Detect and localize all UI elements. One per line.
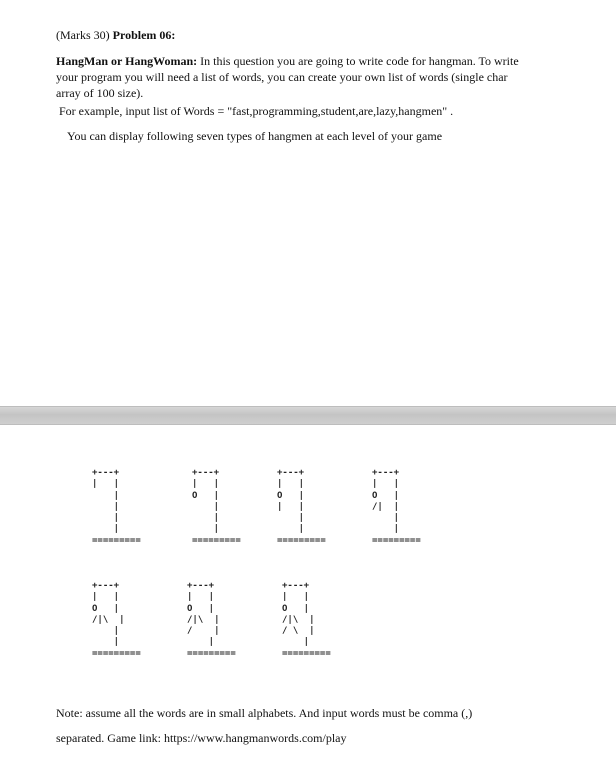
marks-label: (Marks 30) <box>56 28 110 42</box>
example-line: For example, input list of Words = "fast,programming,student,are,lazy,hangmen" . <box>59 104 454 118</box>
paragraph-line-1-rest: In this question you are going to write code for hangman. To write <box>197 54 519 68</box>
page-separator <box>0 406 616 425</box>
paragraph-line-1 <box>56 53 519 69</box>
note-line-2: separated. Game link: https://www.hangmanwords.com/play <box>56 731 347 745</box>
hangman-bold-lead: HangMan or HangWoman: <box>56 54 198 68</box>
paragraph-line-3: array of 100 size). <box>56 86 144 100</box>
paragraph-line-2: your program you will need a list of words, you can create your own list of words (single char <box>56 70 508 84</box>
hangman-stage-4: +---+ | | O | /| | | | ========= <box>372 468 421 546</box>
hangman-stage-2: +---+ | | O | | | | ========= <box>192 468 241 546</box>
problem-heading <box>56 27 175 43</box>
note-line-1: Note: assume all the words are in small alphabets. And input words must be comma (,) <box>56 706 473 720</box>
hangman-stage-6: +---+ | | O | /|\ | / | | ========= <box>187 581 236 659</box>
hangman-stage-3: +---+ | | O | | | | | ========= <box>277 468 326 546</box>
hangman-stage-1: +---+ | | | | | | ========= <box>92 468 141 546</box>
problem-title: Problem 06: <box>112 28 176 42</box>
hangman-stage-7: +---+ | | O | /|\ | / \ | | ========= <box>282 581 331 659</box>
hangman-stage-5: +---+ | | O | /|\ | | | ========= <box>92 581 141 659</box>
display-line: You can display following seven types of hangmen at each level of your game <box>67 129 443 143</box>
